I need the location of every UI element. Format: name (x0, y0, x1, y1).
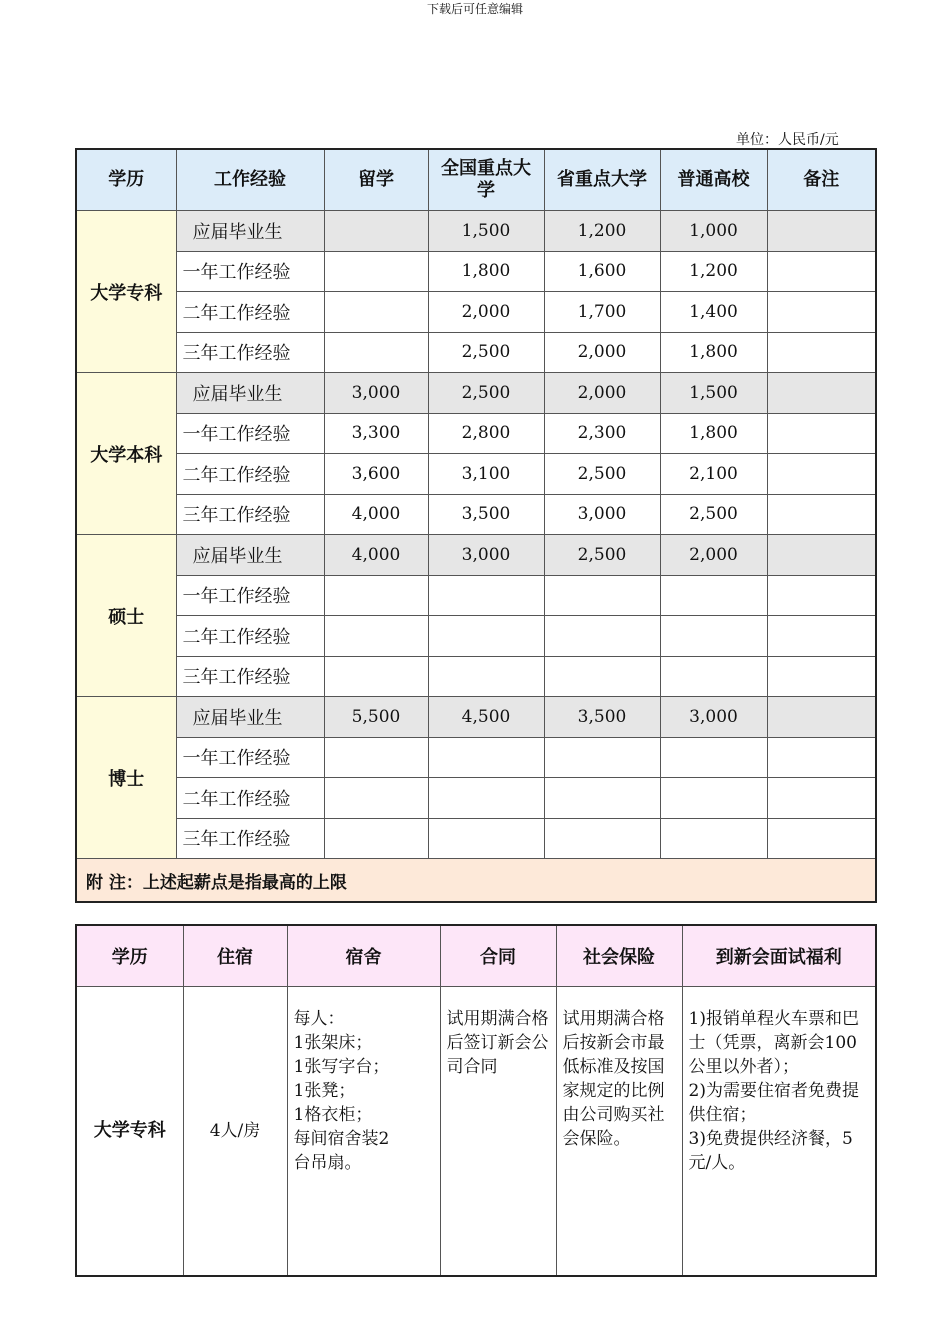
provincial-key-cell: 2,000 (544, 332, 660, 373)
experience-cell: 二年工作经验 (176, 292, 324, 333)
experience-cell: 二年工作经验 (176, 454, 324, 495)
education-cell: 大学专科 (76, 211, 176, 373)
salary-row (76, 535, 876, 576)
note-cell (767, 211, 876, 252)
salary-row (76, 818, 876, 859)
header-experience: 工作经验 (176, 149, 324, 211)
benefits-row (76, 987, 876, 1277)
abroad-cell: 3,000 (324, 373, 428, 414)
abroad-cell: 3,600 (324, 454, 428, 495)
salary-table (75, 148, 877, 903)
provincial-key-cell: 1,600 (544, 251, 660, 292)
national-key-cell: 3,100 (428, 454, 544, 495)
top-note: 下载后可任意编辑 (426, 2, 523, 16)
note-cell (767, 575, 876, 616)
ordinary-cell (660, 818, 767, 859)
header-note: 备注 (767, 149, 876, 211)
header-education: 学历 (76, 149, 176, 211)
note-cell (767, 373, 876, 414)
benefits-header-insurance: 社会保险 (556, 925, 682, 987)
experience-cell: 一年工作经验 (176, 737, 324, 778)
salary-row (76, 575, 876, 616)
provincial-key-cell (544, 737, 660, 778)
ordinary-cell: 1,800 (660, 332, 767, 373)
salary-row (76, 373, 876, 414)
note-cell (767, 778, 876, 819)
salary-row (76, 292, 876, 333)
abroad-cell (324, 251, 428, 292)
experience-cell: 二年工作经验 (176, 616, 324, 657)
provincial-key-cell: 1,200 (544, 211, 660, 252)
provincial-key-cell: 2,500 (544, 535, 660, 576)
experience-cell: 三年工作经验 (176, 494, 324, 535)
benefits-header-dorm: 宿舍 (287, 925, 440, 987)
note-cell (767, 616, 876, 657)
benefits-header-row (76, 925, 876, 987)
provincial-key-cell: 1,700 (544, 292, 660, 333)
ordinary-cell: 2,000 (660, 535, 767, 576)
abroad-cell (324, 656, 428, 697)
ordinary-cell: 1,800 (660, 413, 767, 454)
salary-row (76, 494, 876, 535)
dorm-line: 台吊扇。 (293, 1153, 362, 1173)
salary-row (76, 332, 876, 373)
salary-row (76, 616, 876, 657)
experience-cell: 三年工作经验 (176, 656, 324, 697)
benefits-table (75, 924, 877, 1277)
ordinary-cell: 3,000 (660, 697, 767, 738)
abroad-cell (324, 211, 428, 252)
dorm-line: 1张凳； (293, 1081, 356, 1101)
abroad-cell (324, 332, 428, 373)
note-cell (767, 454, 876, 495)
education-cell: 硕士 (76, 535, 176, 697)
abroad-cell: 5,500 (324, 697, 428, 738)
note-cell (767, 292, 876, 333)
national-key-cell: 2,500 (428, 332, 544, 373)
provincial-key-cell (544, 575, 660, 616)
abroad-cell (324, 778, 428, 819)
benefits-education-cell: 大学专科 (76, 987, 183, 1277)
benefits-header-education: 学历 (76, 925, 183, 987)
dorm-line: 1张架床； (293, 1033, 373, 1053)
contract-cell: 试用期满合格后签订新会公司合同 (440, 987, 556, 1277)
national-key-cell: 2,800 (428, 413, 544, 454)
abroad-cell (324, 737, 428, 778)
ordinary-cell (660, 778, 767, 819)
salary-header-row (76, 149, 876, 211)
national-key-cell: 1,500 (428, 211, 544, 252)
ordinary-cell (660, 616, 767, 657)
note-cell (767, 737, 876, 778)
welfare-line: 1)报销单程火车票和巴士（凭票，离新会100公里以外者）； (688, 1009, 859, 1077)
note-cell (767, 818, 876, 859)
experience-cell: 一年工作经验 (176, 251, 324, 292)
provincial-key-cell (544, 616, 660, 657)
salary-row (76, 211, 876, 252)
insurance-cell: 试用期满合格后按新会市最低标准及按国家规定的比例由公司购买社会保险。 (556, 987, 682, 1277)
abroad-cell: 3,300 (324, 413, 428, 454)
experience-cell: 二年工作经验 (176, 778, 324, 819)
salary-row (76, 778, 876, 819)
salary-row (76, 413, 876, 454)
abroad-cell: 4,000 (324, 494, 428, 535)
education-cell: 博士 (76, 697, 176, 859)
welfare-cell (682, 987, 876, 1277)
note-cell (767, 251, 876, 292)
experience-cell: 三年工作经验 (176, 818, 324, 859)
provincial-key-cell: 2,000 (544, 373, 660, 414)
ordinary-cell: 1,400 (660, 292, 767, 333)
provincial-key-cell: 3,000 (544, 494, 660, 535)
salary-row (76, 737, 876, 778)
salary-row (76, 697, 876, 738)
national-key-cell (428, 778, 544, 819)
provincial-key-cell (544, 818, 660, 859)
abroad-cell (324, 575, 428, 616)
note-cell (767, 656, 876, 697)
provincial-key-cell: 2,300 (544, 413, 660, 454)
national-key-cell (428, 616, 544, 657)
abroad-cell (324, 818, 428, 859)
dorm-line: 1格衣柜； (293, 1105, 373, 1125)
national-key-cell (428, 656, 544, 697)
benefits-header-welfare: 到新会面试福利 (682, 925, 876, 987)
benefits-header-lodging: 住宿 (183, 925, 287, 987)
note-cell (767, 413, 876, 454)
national-key-cell: 1,800 (428, 251, 544, 292)
education-cell: 大学本科 (76, 373, 176, 535)
experience-cell: 应届毕业生 (176, 697, 324, 738)
salary-row (76, 454, 876, 495)
national-key-cell: 4,500 (428, 697, 544, 738)
ordinary-cell: 1,200 (660, 251, 767, 292)
experience-cell: 应届毕业生 (176, 373, 324, 414)
benefits-header-contract: 合同 (440, 925, 556, 987)
salary-footnote: 附 注：上述起薪点是指最高的上限 (76, 859, 876, 903)
abroad-cell (324, 616, 428, 657)
note-cell (767, 697, 876, 738)
header-ordinary: 普通高校 (660, 149, 767, 211)
welfare-line: 3)免费提供经济餐，5元/人。 (688, 1129, 853, 1173)
experience-cell: 应届毕业生 (176, 535, 324, 576)
national-key-cell: 2,500 (428, 373, 544, 414)
abroad-cell (324, 292, 428, 333)
national-key-cell (428, 818, 544, 859)
provincial-key-cell: 2,500 (544, 454, 660, 495)
ordinary-cell: 1,000 (660, 211, 767, 252)
note-cell (767, 332, 876, 373)
ordinary-cell (660, 737, 767, 778)
ordinary-cell (660, 575, 767, 616)
header-abroad: 留学 (324, 149, 428, 211)
dorm-line: 每间宿舍装2 (293, 1129, 390, 1149)
note-cell (767, 535, 876, 576)
experience-cell: 一年工作经验 (176, 413, 324, 454)
ordinary-cell: 2,500 (660, 494, 767, 535)
header-provincial-key: 省重点大学 (544, 149, 660, 211)
ordinary-cell (660, 656, 767, 697)
note-cell (767, 494, 876, 535)
unit-label: 单位：人民币/元 (736, 132, 839, 148)
ordinary-cell: 1,500 (660, 373, 767, 414)
provincial-key-cell (544, 656, 660, 697)
dorm-cell (287, 987, 440, 1277)
welfare-line: 2)为需要住宿者免费提供住宿； (688, 1081, 859, 1125)
provincial-key-cell (544, 778, 660, 819)
national-key-cell: 2,000 (428, 292, 544, 333)
salary-row (76, 251, 876, 292)
national-key-cell: 3,000 (428, 535, 544, 576)
abroad-cell: 4,000 (324, 535, 428, 576)
provincial-key-cell: 3,500 (544, 697, 660, 738)
experience-cell: 应届毕业生 (176, 211, 324, 252)
lodging-cell: 4人/房 (183, 987, 287, 1277)
header-national-key: 全国重点大学 (428, 149, 544, 211)
ordinary-cell: 2,100 (660, 454, 767, 495)
experience-cell: 三年工作经验 (176, 332, 324, 373)
dorm-line: 每人： (293, 1009, 345, 1029)
experience-cell: 一年工作经验 (176, 575, 324, 616)
salary-row (76, 656, 876, 697)
dorm-line: 1张写字台； (293, 1057, 390, 1077)
national-key-cell (428, 575, 544, 616)
national-key-cell (428, 737, 544, 778)
national-key-cell: 3,500 (428, 494, 544, 535)
